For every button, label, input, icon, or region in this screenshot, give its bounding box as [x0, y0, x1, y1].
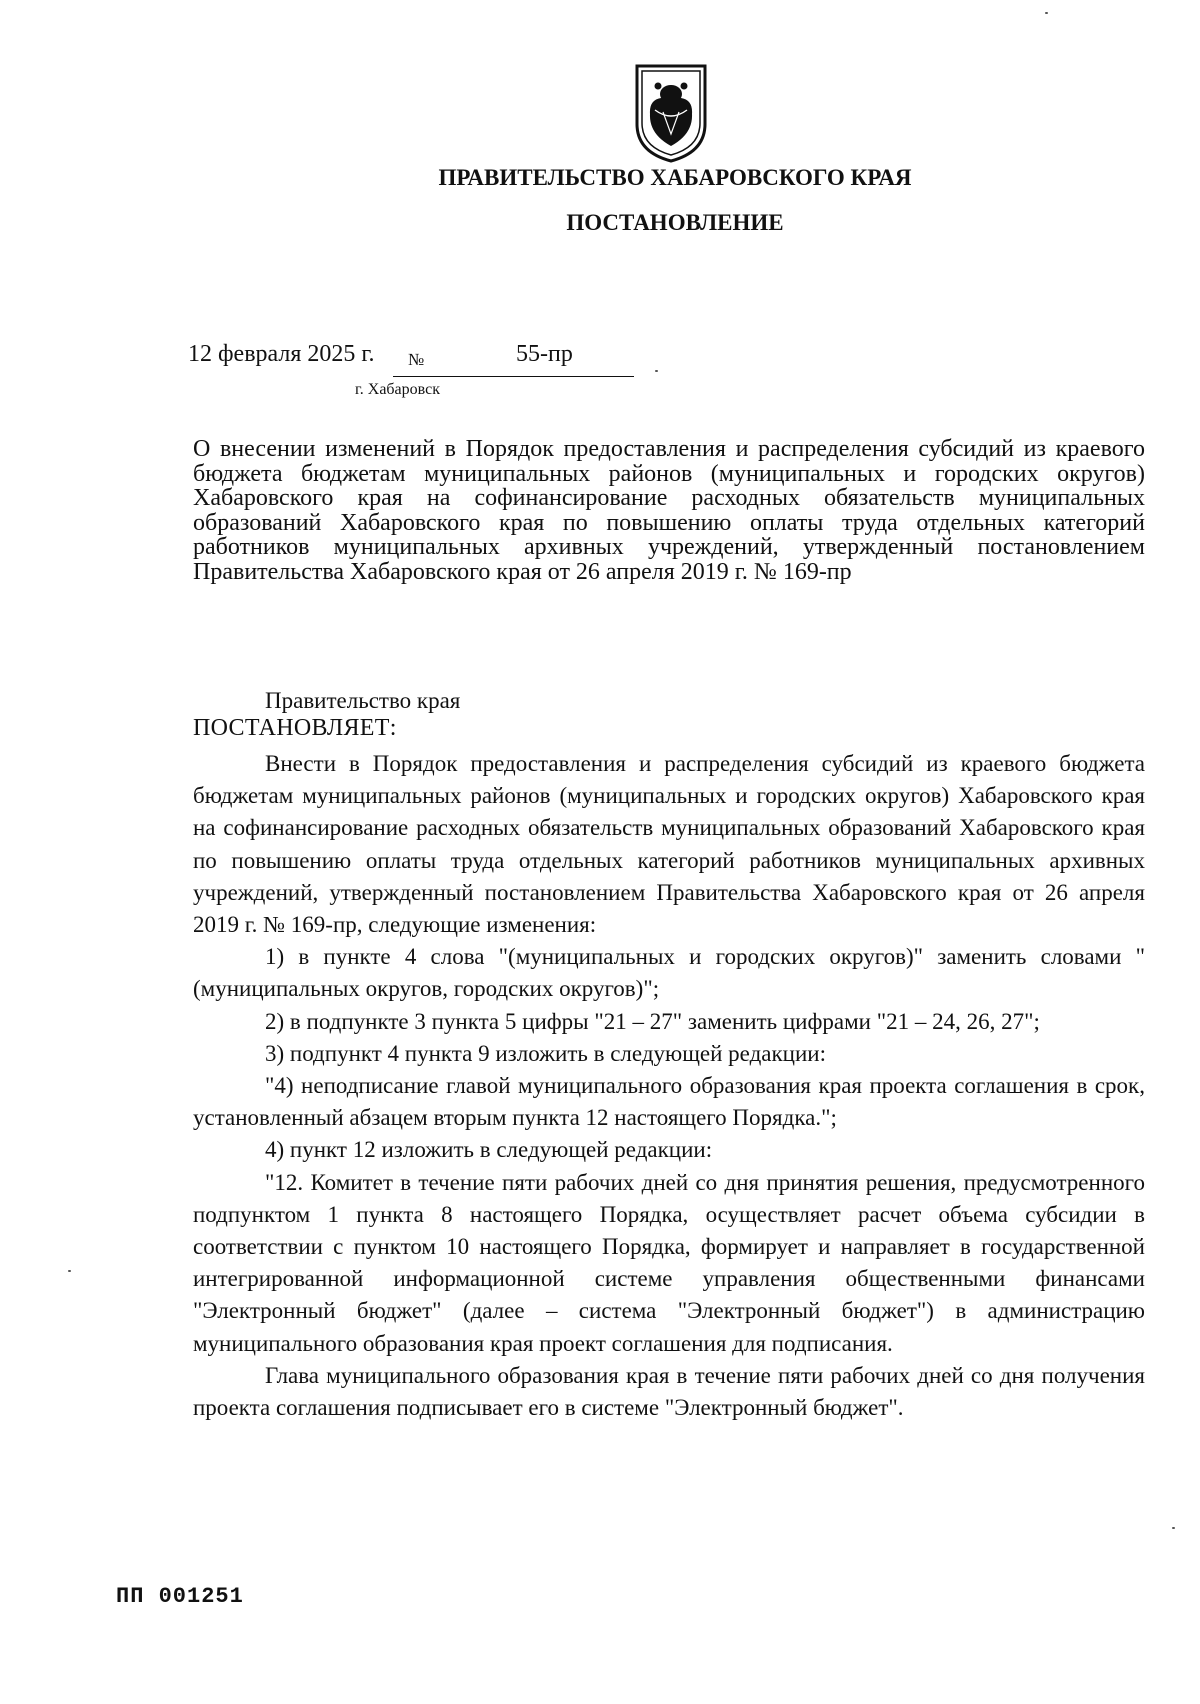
body-paragraph: 1) в пункте 4 слова "(муниципальных и городских округов)" заменить словами "(муниципальных округов, городских округов)"; [193, 944, 1145, 1002]
form-number: ПП 001251 [116, 1584, 244, 1609]
preamble-government: Правительство края [265, 688, 461, 713]
number-underline [393, 376, 634, 377]
body-paragraph: 4) пункт 12 изложить в следующей редакции: [265, 1137, 713, 1163]
body-paragraph: Внести в Порядок предоставления и распределения субсидий из краевого бюджета бюджетам муниципальных районов (муниципальных и городских округов) Хабаровского края на софинансирование расходных обязательств муниципальных образований Хабаровского края по повышению оплаты труда отдельных категорий работников муниципальных архивных учреждений, утвержденный постановлением Правительства Хабаровского края от 26 апреля 2019 г. № 169-пр, следующие изменения: [193, 751, 1145, 938]
document-type: ПОСТАНОВЛЕНИЕ [566, 210, 784, 235]
body-paragraph: "4) неподписание главой муниципального образования края проекта соглашения в срок, установленный абзацем вторым пункта 12 настоящего Порядка."; [193, 1073, 1145, 1131]
document-body [193, 748, 1145, 1424]
body-paragraph: 3) подпункт 4 пункта 9 изложить в следующей редакции: [265, 1040, 826, 1066]
scan-speck [1172, 1527, 1175, 1529]
body-paragraph: Глава муниципального образования края в течение пяти рабочих дней со дня получения проекта соглашения подписывает его в системе "Электронный бюджет". [193, 1362, 1145, 1421]
number-sign: № [408, 350, 425, 369]
document-number: 55-пр [516, 341, 573, 367]
scan-speck [1045, 12, 1048, 14]
body-paragraph: "12. Комитет в течение пяти рабочих дней со дня принятия решения, предусмотренного подпунктом 1 пункта 8 настоящего Порядка, осуществляет расчет объема субсидии в соответствии с пунктом 10 настоящего Порядка, формирует и направляет в государственной интегрированной информационной системе управления общественными финансами "Электронный бюджет" (далее – система "Электронный бюджет") в администрацию муниципального образования края проект соглашения для подписания. [193, 1169, 1145, 1356]
scan-speck [655, 370, 658, 372]
body-paragraph: 2) в подпункте 3 пункта 5 цифры "21 – 27" заменить цифрами "21 – 24, 26, 27"; [265, 1008, 1040, 1034]
organization-title: ПРАВИТЕЛЬСТВО ХАБАРОВСКОГО КРАЯ [438, 165, 912, 190]
scan-speck [68, 1270, 71, 1272]
preamble-resolves: ПОСТАНОВЛЯЕТ: [193, 715, 397, 741]
coat-of-arms-icon [633, 62, 709, 164]
document-date: 12 февраля 2025 г. [188, 341, 375, 367]
document-place: г. Хабаровск [355, 381, 440, 398]
document-subject: О внесении изменений в Порядок предоставления и распределения субсидий из краевого бюджета бюджетам муниципальных районов (муниципальных и городских округов) Хабаровского края на софинансирование расходных обязательств муниципальных образований Хабаровского края по повышению оплаты труда отдельных категорий работников муниципальных архивных учреждений, утвержденный постановлением Правительства Хабаровского края от 26 апреля 2019 г. № 169-пр [193, 436, 1145, 585]
